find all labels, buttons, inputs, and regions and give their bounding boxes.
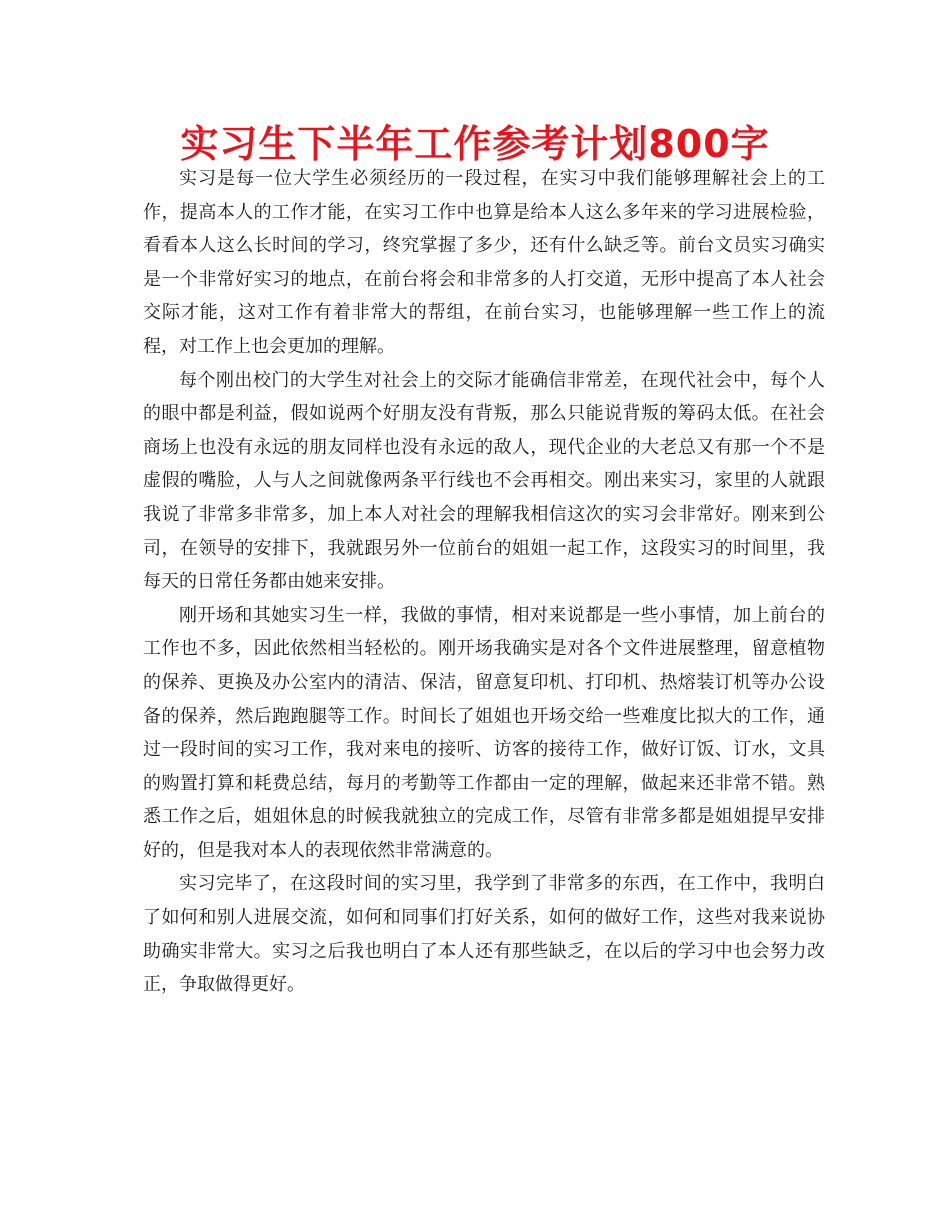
paragraph-4: 实习完毕了，在这段时间的实习里，我学到了非常多的东西，在工作中，我明白了如何和别人进展交流，如何和同事们打好关系，如何的做好工作，这些对我来说协助确实非常大。实习之后我也明白了本人还有那些缺乏，在以后的学习中也会努力改正，争取做得更好。 xyxy=(143,873,825,996)
document-body xyxy=(143,162,825,1002)
paragraph-1: 实习是每一位大学生必须经历的一段过程，在实习中我们能够理解社会上的工作，提高本人的工作才能，在实习工作中也算是给本人这么多年来的学习进展检验，看看本人这么长时间的学习，终究掌握了多少，还有什么缺乏等。前台文员实习确实是一个非常好实习的地点，在前台将会和非常多的人打交道，无形中提高了本人社会交际才能，这对工作有着非常大的帮组，在前台实习，也能够理解一些工作上的流程，对工作上也会更加的理解。 xyxy=(143,168,825,357)
document-title: 实习生下半年工作参考计划800字 xyxy=(180,122,770,166)
paragraph-3: 刚开场和其她实习生一样，我做的事情，相对来说都是一些小事情，加上前台的工作也不多，因此依然相当轻松的。刚开场我确实是对各个文件进展整理，留意植物的保养、更换及办公室内的清洁、保洁，留意复印机、打印机、热熔装订机等办公设备的保养，然后跑跑腿等工作。时间长了姐姐也开场交给一些难度比拟大的工作，通过一段时间的实习工作，我对来电的接听、访客的接待工作，做好订饭、订水，文具的购置打算和耗费总结，每月的考勤等工作都由一定的理解，做起来还非常不错。熟悉工作之后，姐姐休息的时候我就独立的完成工作，尽管有非常多都是姐姐提早安排好的，但是我对本人的表现依然非常满意的。 xyxy=(143,604,825,861)
paragraph-2: 每个刚出校门的大学生对社会上的交际才能确信非常差，在现代社会中，每个人的眼中都是利益，假如说两个好朋友没有背叛，那么只能说背叛的筹码太低。在社会商场上也没有永远的朋友同样也没有永远的敌人，现代企业的大老总又有那一个不是虚假的嘴脸，人与人之间就像两条平行线也不会再相交。刚出来实习，家里的人就跟我说了非常多非常多，加上本人对社会的理解我相信这次的实习会非常好。刚来到公司，在领导的安排下，我就跟另外一位前台的姐姐一起工作，这段实习的时间里，我每天的日常任务都由她来安排。 xyxy=(143,369,825,593)
